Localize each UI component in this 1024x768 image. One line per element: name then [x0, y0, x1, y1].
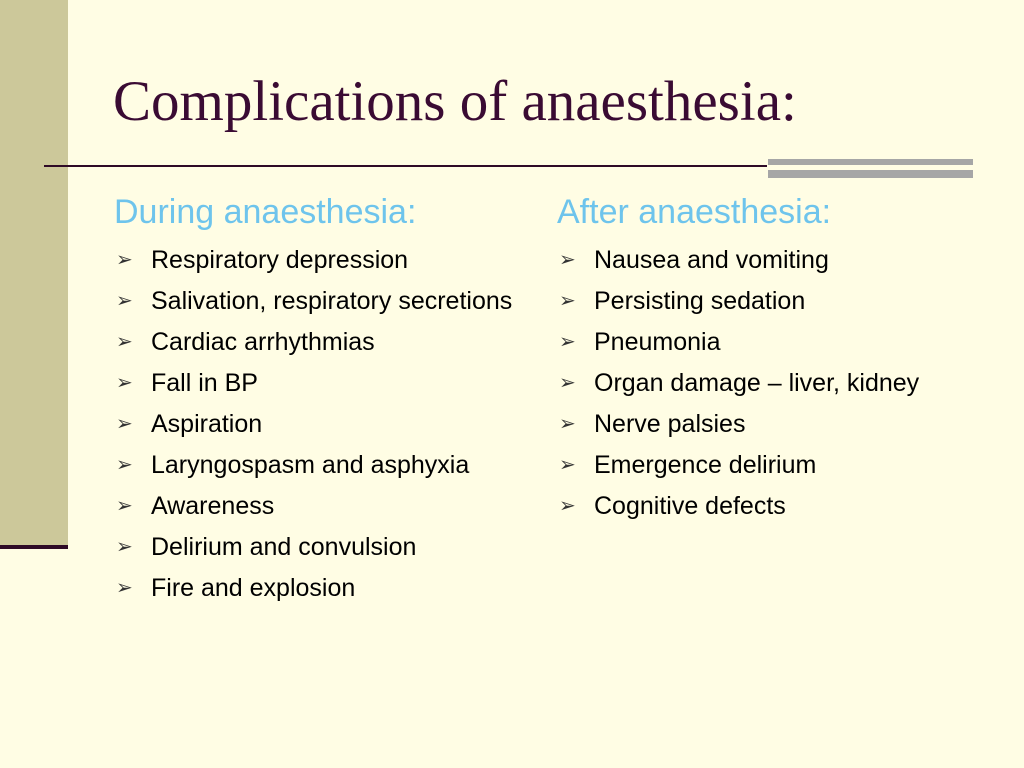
list-item-label: Organ damage – liver, kidney — [594, 369, 920, 397]
list-item-label: Persisting sedation — [594, 287, 806, 315]
side-decoration-band — [0, 0, 68, 545]
arrow-bullet-icon: ➢ — [559, 331, 576, 353]
list-item — [114, 572, 534, 605]
list-item — [114, 367, 534, 400]
list-item — [114, 326, 534, 359]
list-item-label: Salivation, respiratory secretions — [151, 287, 513, 315]
list-item — [114, 408, 534, 441]
list-item-label: Emergence delirium — [594, 451, 817, 479]
arrow-bullet-icon: ➢ — [116, 249, 133, 271]
arrow-bullet-icon: ➢ — [116, 454, 133, 476]
list-item — [114, 244, 534, 277]
list-item — [557, 244, 977, 277]
title-divider — [44, 165, 767, 167]
arrow-bullet-icon: ➢ — [559, 290, 576, 312]
arrow-bullet-icon: ➢ — [559, 495, 576, 517]
list-item — [557, 326, 977, 359]
list-item — [114, 490, 534, 523]
arrow-bullet-icon: ➢ — [116, 331, 133, 353]
side-decoration-rule — [0, 545, 68, 549]
list-item-label: Nausea and vomiting — [594, 246, 829, 274]
list-item — [557, 449, 977, 482]
after-anaesthesia-column — [557, 190, 977, 531]
arrow-bullet-icon: ➢ — [559, 372, 576, 394]
list-item-label: Fire and explosion — [151, 574, 356, 602]
arrow-bullet-icon: ➢ — [559, 249, 576, 271]
during-anaesthesia-column — [114, 190, 534, 613]
list-item — [114, 285, 534, 318]
arrow-bullet-icon: ➢ — [116, 577, 133, 599]
list-item-label: Pneumonia — [594, 328, 721, 356]
arrow-bullet-icon: ➢ — [116, 536, 133, 558]
after-list — [557, 244, 977, 523]
arrow-bullet-icon: ➢ — [116, 372, 133, 394]
list-item — [114, 449, 534, 482]
list-item — [557, 408, 977, 441]
slide-title: Complications of anaesthesia: — [113, 70, 797, 133]
list-item-label: Nerve palsies — [594, 410, 746, 438]
accent-bar-top — [768, 159, 973, 165]
list-item — [557, 367, 977, 400]
list-item — [557, 285, 977, 318]
after-heading: After anaesthesia: — [557, 193, 832, 231]
list-item-label: Awareness — [151, 492, 275, 520]
list-item-label: Aspiration — [151, 410, 263, 438]
list-item — [114, 531, 534, 564]
list-item-label: Cardiac arrhythmias — [151, 328, 375, 356]
list-item-label: Fall in BP — [151, 369, 258, 397]
during-heading: During anaesthesia: — [114, 193, 417, 231]
arrow-bullet-icon: ➢ — [116, 495, 133, 517]
list-item — [557, 490, 977, 523]
arrow-bullet-icon: ➢ — [116, 290, 133, 312]
arrow-bullet-icon: ➢ — [559, 413, 576, 435]
during-list — [114, 244, 534, 605]
arrow-bullet-icon: ➢ — [116, 413, 133, 435]
list-item-label: Respiratory depression — [151, 246, 409, 274]
arrow-bullet-icon: ➢ — [559, 454, 576, 476]
list-item-label: Cognitive defects — [594, 492, 786, 520]
list-item-label: Laryngospasm and asphyxia — [151, 451, 470, 479]
accent-bar-bottom — [768, 170, 973, 178]
list-item-label: Delirium and convulsion — [151, 533, 417, 561]
